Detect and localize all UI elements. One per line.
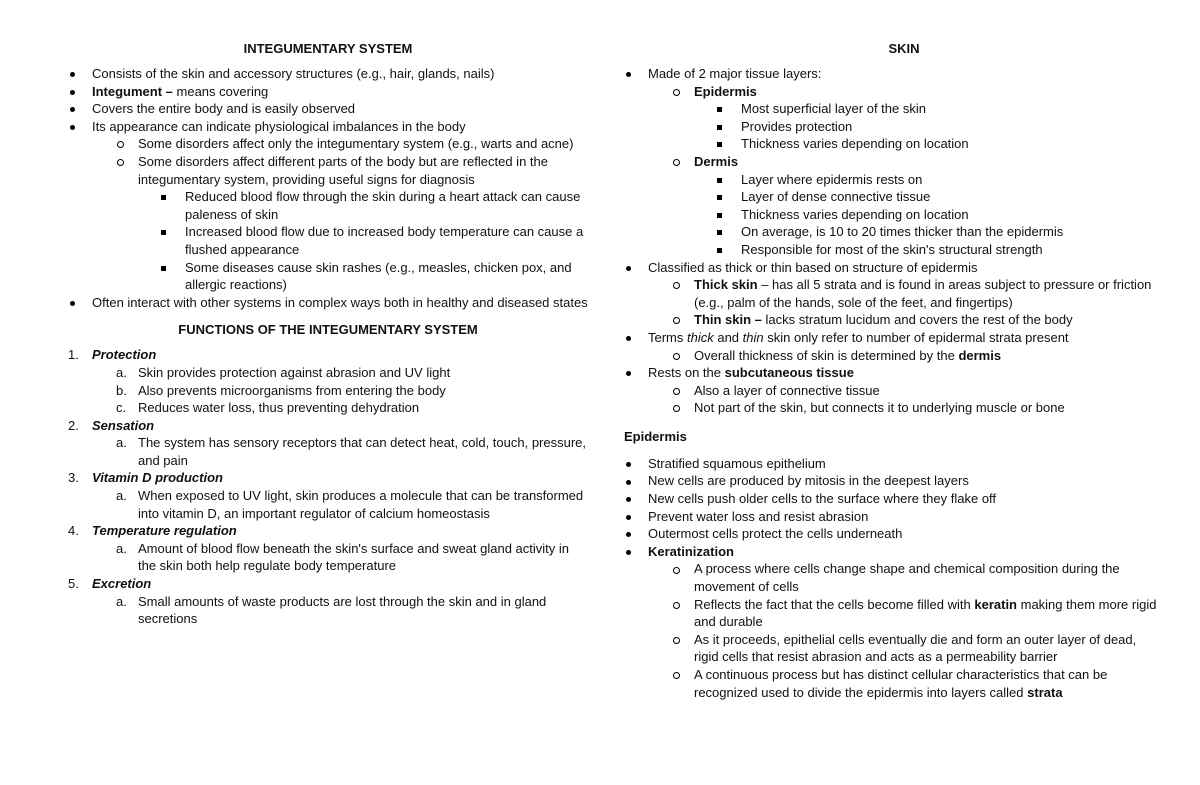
list-item: Layer of dense connective tissue	[624, 188, 1164, 206]
list-item: Reduced blood flow through the skin during a heart attack can cause paleness of skin	[68, 188, 588, 223]
list-item: Often interact with other systems in complex ways both in healthy and diseased states	[68, 294, 588, 312]
bullet-icon	[70, 72, 75, 77]
list-item: Its appearance can indicate physiological imbalances in the body	[68, 118, 588, 136]
circle-bullet-icon	[673, 637, 680, 644]
list-item: A process where cells change shape and chemical composition during the movement of cells	[624, 560, 1164, 595]
square-bullet-icon	[717, 178, 722, 183]
list-item: Stratified squamous epithelium	[624, 455, 1164, 473]
square-bullet-icon	[161, 230, 166, 235]
circle-bullet-icon	[673, 602, 680, 609]
list-item: Classified as thick or thin based on structure of epidermis	[624, 259, 1164, 277]
bullet-icon	[626, 480, 631, 485]
bullet-icon	[626, 515, 631, 520]
bullet-icon	[70, 301, 75, 306]
circle-bullet-icon	[673, 317, 680, 324]
list-item: Integument – means covering	[68, 83, 588, 101]
square-bullet-icon	[717, 248, 722, 253]
list-item: Terms thick and thin skin only refer to number of epidermal strata present	[624, 329, 1164, 347]
square-bullet-icon	[161, 195, 166, 200]
bullet-icon	[626, 266, 631, 271]
bullet-icon	[626, 336, 631, 341]
function-item: 4. Temperature regulation	[68, 523, 237, 539]
circle-bullet-icon	[673, 672, 680, 679]
bullet-icon	[626, 371, 631, 376]
skin-list	[624, 65, 1164, 417]
list-item: Thick skin – has all 5 strata and is found in areas subject to pressure or friction (e.g., palm of the hands, sole of the feet, and fingertips)	[624, 276, 1164, 311]
circle-bullet-icon	[673, 388, 680, 395]
circle-bullet-icon	[673, 567, 680, 574]
list-item: Thickness varies depending on location	[624, 135, 1164, 153]
list-item: Epidermis	[624, 83, 1164, 101]
list-item: New cells push older cells to the surface where they flake off	[624, 490, 1164, 508]
skin-title: SKIN	[888, 41, 920, 56]
list-item: Thin skin – lacks stratum lucidum and covers the rest of the body	[624, 311, 1164, 329]
circle-bullet-icon	[117, 141, 124, 148]
list-item: c. Reduces water loss, thus preventing dehydration	[116, 400, 420, 416]
list-item: Consists of the skin and accessory structures (e.g., hair, glands, nails)	[68, 65, 588, 83]
circle-bullet-icon	[673, 405, 680, 412]
list-item: Dermis	[624, 153, 1164, 171]
list-item: Layer where epidermis rests on	[624, 171, 1164, 189]
list-item: a. Amount of blood flow beneath the skin's surface and sweat gland activity in the skin both help regulate body temperature	[116, 540, 570, 574]
bullet-icon	[626, 72, 631, 77]
bullet-icon	[626, 462, 631, 467]
list-item: Some diseases cause skin rashes (e.g., measles, chicken pox, and allergic reactions)	[68, 259, 588, 294]
list-item: Also a layer of connective tissue	[624, 382, 1164, 400]
list-item: b. Also prevents microorganisms from entering the body	[116, 382, 446, 398]
square-bullet-icon	[717, 125, 722, 130]
list-item: Outermost cells protect the cells underneath	[624, 525, 1164, 543]
list-item: Prevent water loss and resist abrasion	[624, 508, 1164, 526]
list-item: As it proceeds, epithelial cells eventually die and form an outer layer of dead, rigid cells that resist abrasion and acts as a permeability barrier	[624, 631, 1164, 666]
list-item: a. The system has sensory receptors that can detect heat, cold, touch, pressure, and pain	[116, 435, 587, 468]
list-item: Keratinization	[624, 543, 1164, 561]
square-bullet-icon	[717, 230, 722, 235]
list-item: Reflects the fact that the cells become filled with keratin making them more rigid and durable	[624, 596, 1164, 631]
list-item: Some disorders affect different parts of the body but are reflected in the integumentary system, providing useful signs for diagnosis	[68, 153, 588, 188]
epidermis-list	[624, 455, 1164, 701]
function-item: 1. Protection	[68, 347, 157, 363]
list-item: Responsible for most of the skin's structural strength	[624, 241, 1164, 259]
list-item: a. When exposed to UV light, skin produces a molecule that can be transformed into vitamin D, an important regulator of calcium homeostasis	[116, 488, 584, 521]
list-item: Not part of the skin, but connects it to underlying muscle or bone	[624, 399, 1164, 417]
square-bullet-icon	[717, 107, 722, 112]
list-item: Most superficial layer of the skin	[624, 100, 1164, 118]
bullet-icon	[626, 532, 631, 537]
integumentary-title: INTEGUMENTARY SYSTEM	[243, 41, 413, 56]
function-item: 2. Sensation	[68, 417, 155, 433]
circle-bullet-icon	[117, 159, 124, 166]
bullet-icon	[626, 497, 631, 502]
bullet-icon	[70, 107, 75, 112]
circle-bullet-icon	[673, 282, 680, 289]
right-column	[624, 40, 1164, 701]
square-bullet-icon	[161, 266, 166, 271]
square-bullet-icon	[717, 142, 722, 147]
left-column	[68, 40, 588, 628]
function-item: 5. Excretion	[68, 576, 152, 592]
epidermis-title: Epidermis	[624, 428, 687, 444]
list-item: Some disorders affect only the integumentary system (e.g., warts and acne)	[68, 135, 588, 153]
list-item: Made of 2 major tissue layers:	[624, 65, 1164, 83]
list-item: Increased blood flow due to increased body temperature can cause a flushed appearance	[68, 223, 588, 258]
circle-bullet-icon	[673, 89, 680, 96]
list-item: Thickness varies depending on location	[624, 206, 1164, 224]
square-bullet-icon	[717, 213, 722, 218]
circle-bullet-icon	[673, 159, 680, 166]
circle-bullet-icon	[673, 353, 680, 360]
list-item: On average, is 10 to 20 times thicker than the epidermis	[624, 223, 1164, 241]
integumentary-list	[68, 65, 588, 311]
list-item: Covers the entire body and is easily observed	[68, 100, 588, 118]
list-item: Provides protection	[624, 118, 1164, 136]
function-item: 3. Vitamin D production	[68, 470, 223, 486]
list-item: Overall thickness of skin is determined by the dermis	[624, 347, 1164, 365]
list-item: Rests on the subcutaneous tissue	[624, 364, 1164, 382]
bullet-icon	[626, 550, 631, 555]
bullet-icon	[70, 125, 75, 130]
list-item: a. Small amounts of waste products are lost through the skin and in gland secretions	[116, 593, 547, 627]
list-item: a. Skin provides protection against abrasion and UV light	[116, 364, 451, 380]
bullet-icon	[70, 90, 75, 95]
functions-list	[68, 346, 588, 628]
list-item: New cells are produced by mitosis in the deepest layers	[624, 472, 1164, 490]
functions-title: FUNCTIONS OF THE INTEGUMENTARY SYSTEM	[178, 322, 478, 338]
list-item: A continuous process but has distinct cellular characteristics that can be recognized used to divide the epidermis into layers called strata	[624, 666, 1164, 701]
square-bullet-icon	[717, 195, 722, 200]
